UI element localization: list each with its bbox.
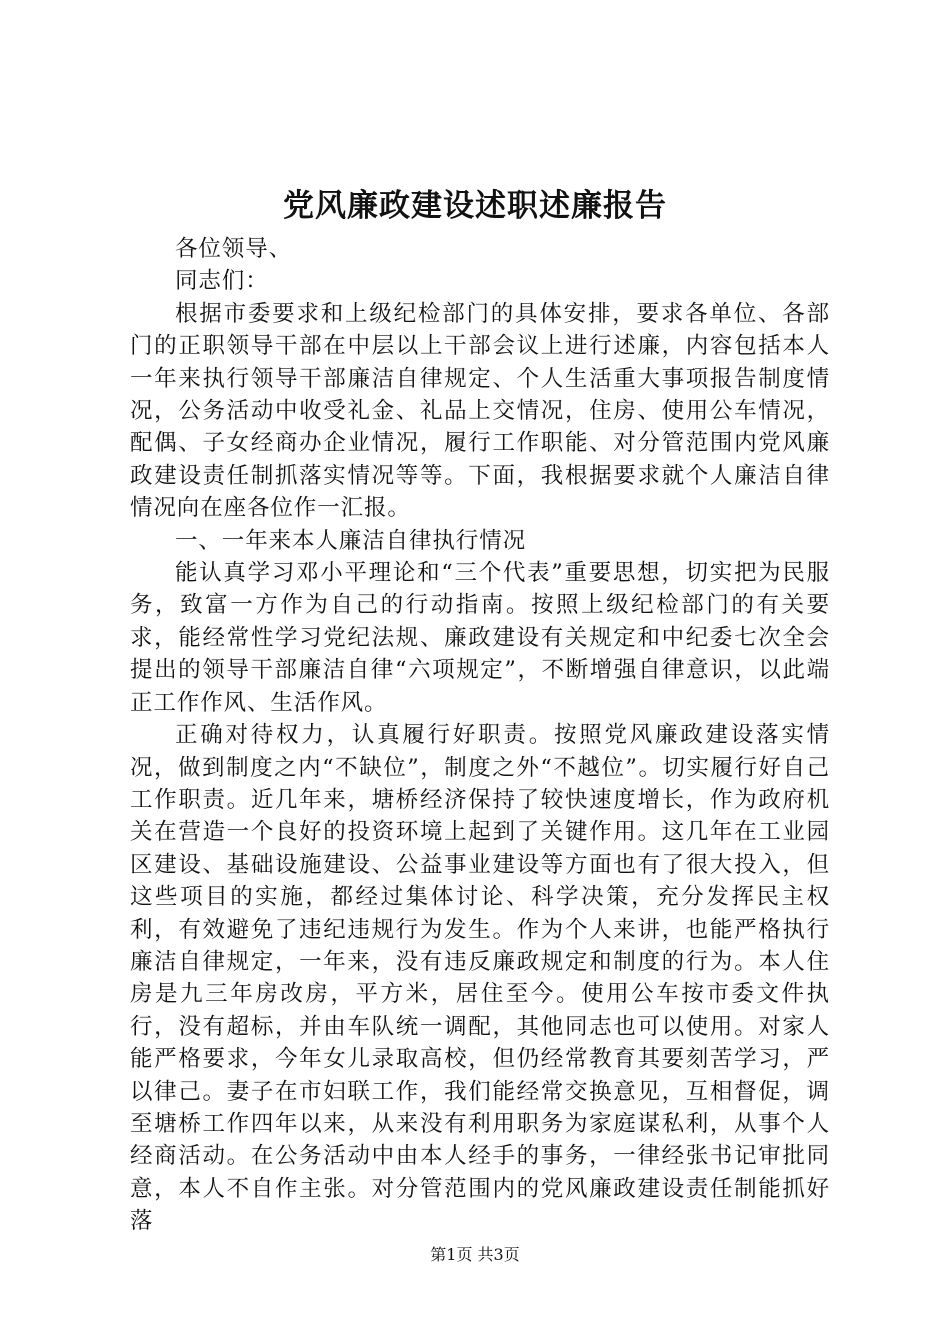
document-title: 党风廉政建设述职述廉报告 bbox=[283, 188, 667, 224]
page-number-footer: 第1页 共3页 bbox=[430, 1245, 520, 1264]
salutation-line-1: 各位领导、 bbox=[175, 236, 293, 262]
section-heading-1: 一、一年来本人廉洁自律执行情况 bbox=[175, 527, 527, 554]
paragraph-duties: 正确对待权力，认真履行好职责。按照党风廉政建设落实情况，做到制度之内“不缺位”，制度之外“不越位”。切实履行好自己工作职责。近几年来，塘桥经济保持了较快速度增长，作为政府机关在营造一个良好的投资环境上起到了关键作用。这几年在工业园区建设、基础设施建设、公益事业建设等方面也有了很大投入，但这些项目的实施，都经过集体讨论、科学决策，充分发挥民主权利，有效避免了违纪违规行为发生。作为个人来讲，也能严格执行廉洁自律规定，一年来，没有违反廉政规定和制度的行为。本人住房是九三年房改房，平方米，居住至今。使用公车按市委文件执行，没有超标，并由车队统一调配，其他同志也可以使用。对家人能严格要求，今年女儿录取高校，但仍经常教育其要刻苦学习，严以律己。妻子在市妇联工作，我们能经常交换意见，互相督促，调至塘桥工作四年以来，从来没有利用职务为家庭谋私利，从事个人经商活动。在公务活动中由本人经手的事务，一律经张书记审批同意，本人不自作主张。对分管范围内的党风廉政建设责任制能抓好落 bbox=[130, 722, 830, 1235]
salutation-line-2: 同志们： bbox=[175, 268, 269, 295]
paragraph-intro: 根据市委要求和上级纪检部门的具体安排，要求各单位、各部门的正职领导干部在中层以上干部会议上进行述廉，内容包括本人一年来执行领导干部廉洁自律规定、个人生活重大事项报告制度情况，公务活动中收受礼金、礼品上交情况，住房、使用公车情况，配偶、子女经商办企业情况，履行工作职能、对分管范围内党风廉政建设责任制抓落实情况等等。下面，我根据要求就个人廉洁自律情况向在座各位作一汇报。 bbox=[130, 300, 830, 522]
paragraph-study: 能认真学习邓小平理论和“三个代表”重要思想，切实把为民服务，致富一方作为自己的行动指南。按照上级纪检部门的有关要求，能经常性学习党纪法规、廉政建设有关规定和中纪委七次全会提出的领导干部廉洁自律“六项规定”，不断增强自律意识，以此端正工作作风、生活作风。 bbox=[130, 560, 830, 716]
document-body bbox=[130, 233, 830, 1238]
